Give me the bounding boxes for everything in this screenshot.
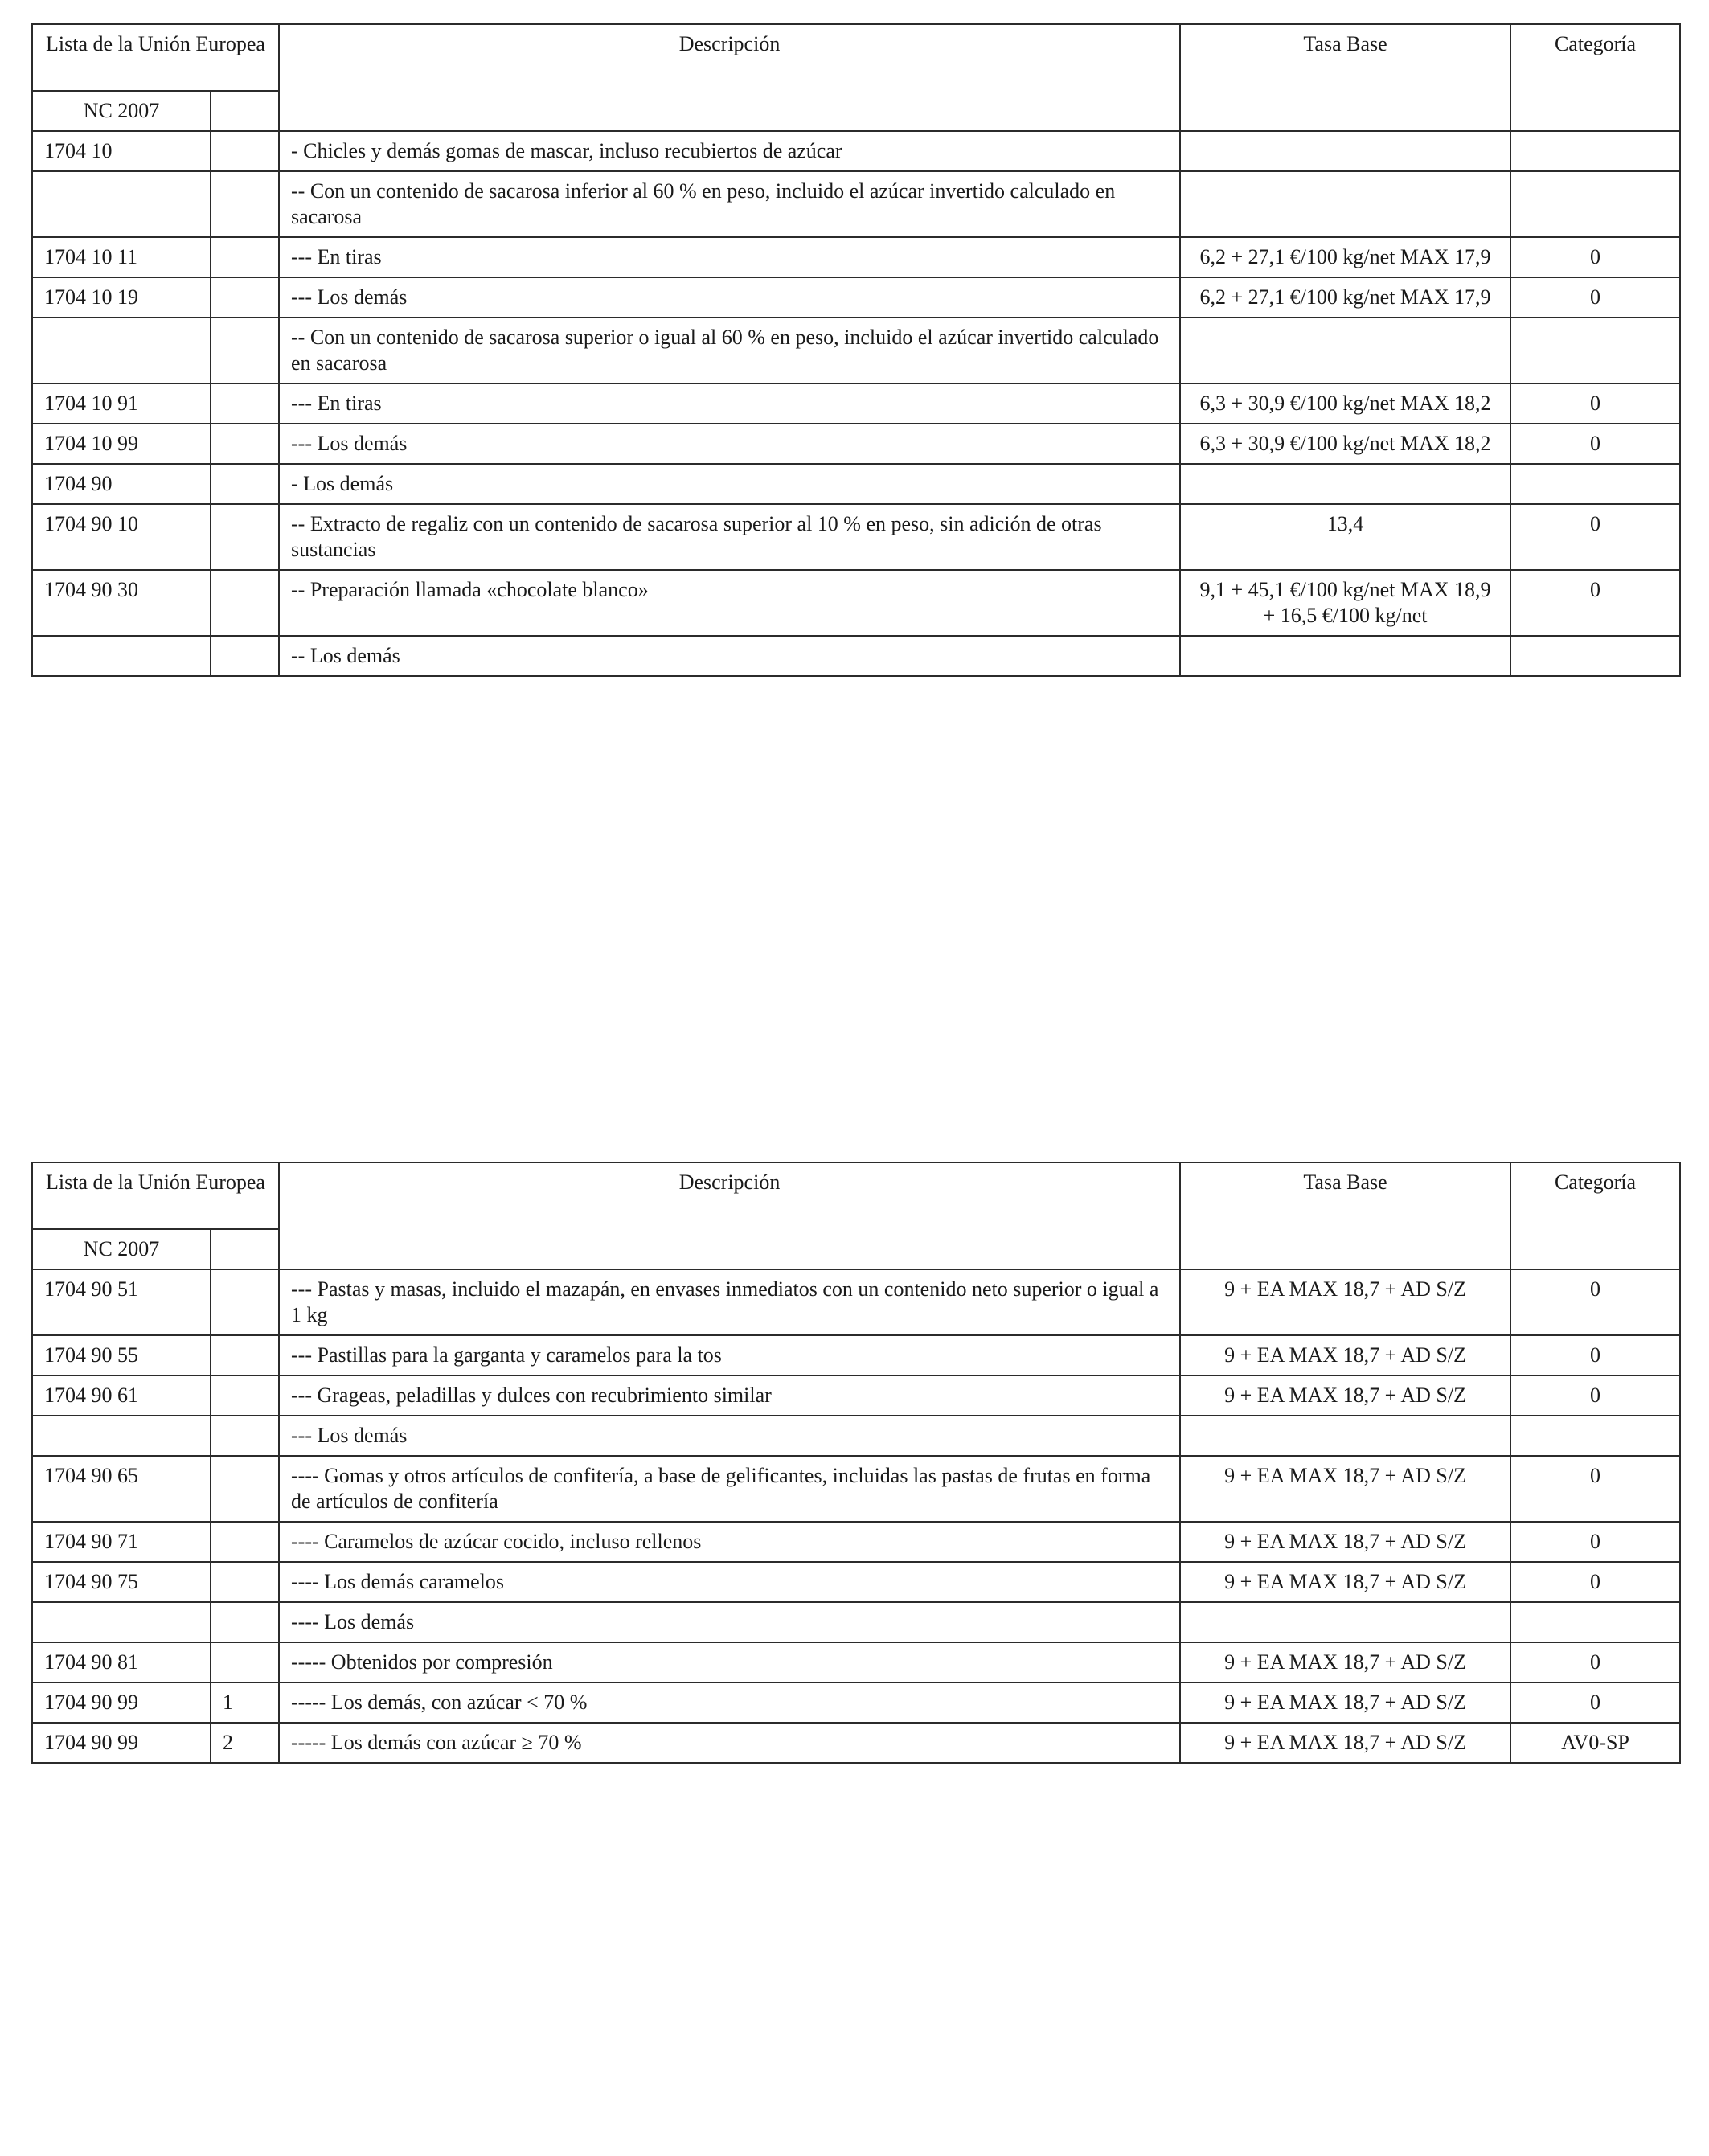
- row-code-cell: 1704 90 10: [32, 504, 211, 570]
- row-rate-cell: 9 + EA MAX 18,7 + AD S/Z: [1180, 1335, 1510, 1375]
- row-sub-cell: 2: [211, 1723, 279, 1763]
- row-rate-cell: 9 + EA MAX 18,7 + AD S/Z: [1180, 1456, 1510, 1522]
- row-description-cell: --- En tiras: [279, 383, 1180, 424]
- row-description-cell: --- Los demás: [279, 424, 1180, 464]
- row-description-cell: -- Con un contenido de sacarosa superior o igual al 60 % en peso, incluido el azúcar invertido calculado en sacarosa: [279, 318, 1180, 383]
- row-category-cell: [1510, 464, 1680, 504]
- row-description-cell: -- Los demás: [279, 636, 1180, 676]
- row-code-cell: 1704 90 65: [32, 1456, 211, 1522]
- row-sub-cell: [211, 464, 279, 504]
- row-sub-cell: [211, 1522, 279, 1562]
- row-rate-cell: [1180, 1602, 1510, 1642]
- row-description-cell: - Chicles y demás gomas de mascar, incluso recubiertos de azúcar: [279, 131, 1180, 171]
- row-sub-cell: [211, 171, 279, 237]
- row-code-cell: 1704 10 91: [32, 383, 211, 424]
- row-category-cell: [1510, 171, 1680, 237]
- table-header: [32, 1162, 1680, 1269]
- row-category-cell: [1510, 1602, 1680, 1642]
- row-rate-cell: [1180, 318, 1510, 383]
- row-category-cell: 0: [1510, 1522, 1680, 1562]
- row-description-cell: ---- Gomas y otros artículos de confitería, a base de gelificantes, incluidas las pastas de frutas en forma de artículos de confitería: [279, 1456, 1180, 1522]
- row-sub-cell: [211, 1562, 279, 1602]
- row-code-cell: 1704 90 61: [32, 1375, 211, 1416]
- table-row: [32, 318, 1680, 383]
- row-code-cell: 1704 90 81: [32, 1642, 211, 1683]
- row-sub-cell: [211, 1602, 279, 1642]
- table-row: [32, 277, 1680, 318]
- table-header: [32, 24, 1680, 131]
- row-rate-cell: 13,4: [1180, 504, 1510, 570]
- header-nc-sub: [211, 1229, 279, 1269]
- row-sub-cell: [211, 570, 279, 636]
- row-rate-cell: [1180, 1416, 1510, 1456]
- row-code-cell: 1704 90 99: [32, 1723, 211, 1763]
- row-sub-cell: [211, 131, 279, 171]
- row-category-cell: 0: [1510, 277, 1680, 318]
- row-description-cell: ----- Los demás, con azúcar < 70 %: [279, 1683, 1180, 1723]
- table-body: [32, 1269, 1680, 1763]
- row-category-cell: 0: [1510, 1269, 1680, 1335]
- row-code-cell: [32, 636, 211, 676]
- tariff-table-2: [31, 1162, 1681, 1764]
- table-body: [32, 131, 1680, 676]
- row-category-cell: 0: [1510, 1683, 1680, 1723]
- row-sub-cell: [211, 1335, 279, 1375]
- row-rate-cell: [1180, 131, 1510, 171]
- row-sub-cell: [211, 1375, 279, 1416]
- table-row: [32, 1522, 1680, 1562]
- row-category-cell: 0: [1510, 1375, 1680, 1416]
- row-description-cell: --- En tiras: [279, 237, 1180, 277]
- table-row: [32, 1375, 1680, 1416]
- row-rate-cell: 9 + EA MAX 18,7 + AD S/Z: [1180, 1642, 1510, 1683]
- table-row: [32, 464, 1680, 504]
- table-row: [32, 636, 1680, 676]
- row-description-cell: --- Pastas y masas, incluido el mazapán, en envases inmediatos con un contenido neto superior o igual a 1 kg: [279, 1269, 1180, 1335]
- row-code-cell: 1704 90 75: [32, 1562, 211, 1602]
- row-rate-cell: 9 + EA MAX 18,7 + AD S/Z: [1180, 1683, 1510, 1723]
- row-code-cell: 1704 90 99: [32, 1683, 211, 1723]
- table-row: [32, 131, 1680, 171]
- header-categoria: Categoría: [1510, 24, 1680, 131]
- row-description-cell: ---- Los demás caramelos: [279, 1562, 1180, 1602]
- table-row: [32, 1269, 1680, 1335]
- row-rate-cell: [1180, 636, 1510, 676]
- row-sub-cell: [211, 1456, 279, 1522]
- row-rate-cell: [1180, 464, 1510, 504]
- row-rate-cell: [1180, 171, 1510, 237]
- header-descripcion: Descripción: [279, 1162, 1180, 1269]
- row-sub-cell: [211, 1416, 279, 1456]
- row-code-cell: 1704 10 99: [32, 424, 211, 464]
- header-tasa-base: Tasa Base: [1180, 24, 1510, 131]
- row-sub-cell: [211, 318, 279, 383]
- table-row: [32, 424, 1680, 464]
- row-description-cell: --- Pastillas para la garganta y caramelos para la tos: [279, 1335, 1180, 1375]
- row-rate-cell: 9 + EA MAX 18,7 + AD S/Z: [1180, 1562, 1510, 1602]
- row-category-cell: 0: [1510, 570, 1680, 636]
- row-description-cell: --- Los demás: [279, 1416, 1180, 1456]
- row-code-cell: [32, 318, 211, 383]
- row-code-cell: 1704 90 55: [32, 1335, 211, 1375]
- row-description-cell: ---- Caramelos de azúcar cocido, incluso rellenos: [279, 1522, 1180, 1562]
- row-sub-cell: [211, 1642, 279, 1683]
- row-sub-cell: [211, 277, 279, 318]
- row-category-cell: [1510, 1416, 1680, 1456]
- row-category-cell: 0: [1510, 237, 1680, 277]
- row-code-cell: [32, 171, 211, 237]
- row-code-cell: 1704 10: [32, 131, 211, 171]
- row-rate-cell: 9,1 + 45,1 €/100 kg/net MAX 18,9 + 16,5 €/100 kg/net: [1180, 570, 1510, 636]
- row-code-cell: 1704 90 30: [32, 570, 211, 636]
- table-row: [32, 1683, 1680, 1723]
- row-sub-cell: [211, 504, 279, 570]
- table-row: [32, 171, 1680, 237]
- row-rate-cell: 9 + EA MAX 18,7 + AD S/Z: [1180, 1522, 1510, 1562]
- row-description-cell: -- Preparación llamada «chocolate blanco»: [279, 570, 1180, 636]
- table-row: [32, 1642, 1680, 1683]
- row-category-cell: 0: [1510, 504, 1680, 570]
- header-nc: NC 2007: [32, 1229, 211, 1269]
- row-category-cell: 0: [1510, 424, 1680, 464]
- header-tasa-base: Tasa Base: [1180, 1162, 1510, 1269]
- row-code-cell: 1704 10 11: [32, 237, 211, 277]
- row-code-cell: 1704 90 71: [32, 1522, 211, 1562]
- header-nc: NC 2007: [32, 91, 211, 131]
- header-nc-sub: [211, 91, 279, 131]
- row-category-cell: 0: [1510, 1642, 1680, 1683]
- row-code-cell: [32, 1602, 211, 1642]
- row-code-cell: 1704 90 51: [32, 1269, 211, 1335]
- row-category-cell: 0: [1510, 383, 1680, 424]
- row-sub-cell: [211, 424, 279, 464]
- header-descripcion: Descripción: [279, 24, 1180, 131]
- row-sub-cell: [211, 383, 279, 424]
- row-description-cell: - Los demás: [279, 464, 1180, 504]
- row-rate-cell: 6,3 + 30,9 €/100 kg/net MAX 18,2: [1180, 383, 1510, 424]
- row-rate-cell: 9 + EA MAX 18,7 + AD S/Z: [1180, 1375, 1510, 1416]
- row-description-cell: -- Extracto de regaliz con un contenido de sacarosa superior al 10 % en peso, sin adición de otras sustancias: [279, 504, 1180, 570]
- row-rate-cell: 6,2 + 27,1 €/100 kg/net MAX 17,9: [1180, 237, 1510, 277]
- row-category-cell: 0: [1510, 1562, 1680, 1602]
- row-code-cell: [32, 1416, 211, 1456]
- row-description-cell: ----- Obtenidos por compresión: [279, 1642, 1180, 1683]
- table-row: [32, 383, 1680, 424]
- row-description-cell: --- Grageas, peladillas y dulces con recubrimiento similar: [279, 1375, 1180, 1416]
- tariff-table-1: [31, 23, 1681, 677]
- row-description-cell: -- Con un contenido de sacarosa inferior al 60 % en peso, incluido el azúcar invertido calculado en sacarosa: [279, 171, 1180, 237]
- row-category-cell: 0: [1510, 1335, 1680, 1375]
- row-category-cell: [1510, 636, 1680, 676]
- table-row: [32, 1723, 1680, 1763]
- row-category-cell: AV0-SP: [1510, 1723, 1680, 1763]
- row-sub-cell: [211, 237, 279, 277]
- row-category-cell: 0: [1510, 1456, 1680, 1522]
- row-rate-cell: 6,2 + 27,1 €/100 kg/net MAX 17,9: [1180, 277, 1510, 318]
- table-row: [32, 1602, 1680, 1642]
- row-rate-cell: 6,3 + 30,9 €/100 kg/net MAX 18,2: [1180, 424, 1510, 464]
- table-row: [32, 1456, 1680, 1522]
- header-lista: Lista de la Unión Europea: [32, 1162, 279, 1229]
- row-category-cell: [1510, 318, 1680, 383]
- row-rate-cell: 9 + EA MAX 18,7 + AD S/Z: [1180, 1723, 1510, 1763]
- row-rate-cell: 9 + EA MAX 18,7 + AD S/Z: [1180, 1269, 1510, 1335]
- row-category-cell: [1510, 131, 1680, 171]
- row-sub-cell: [211, 636, 279, 676]
- table-row: [32, 1335, 1680, 1375]
- row-description-cell: --- Los demás: [279, 277, 1180, 318]
- table-row: [32, 237, 1680, 277]
- table-row: [32, 504, 1680, 570]
- row-code-cell: 1704 10 19: [32, 277, 211, 318]
- table-row: [32, 570, 1680, 636]
- row-description-cell: ---- Los demás: [279, 1602, 1180, 1642]
- row-sub-cell: [211, 1269, 279, 1335]
- header-categoria: Categoría: [1510, 1162, 1680, 1269]
- table-row: [32, 1562, 1680, 1602]
- table-row: [32, 1416, 1680, 1456]
- row-sub-cell: 1: [211, 1683, 279, 1723]
- row-description-cell: ----- Los demás con azúcar ≥ 70 %: [279, 1723, 1180, 1763]
- row-code-cell: 1704 90: [32, 464, 211, 504]
- header-lista: Lista de la Unión Europea: [32, 24, 279, 91]
